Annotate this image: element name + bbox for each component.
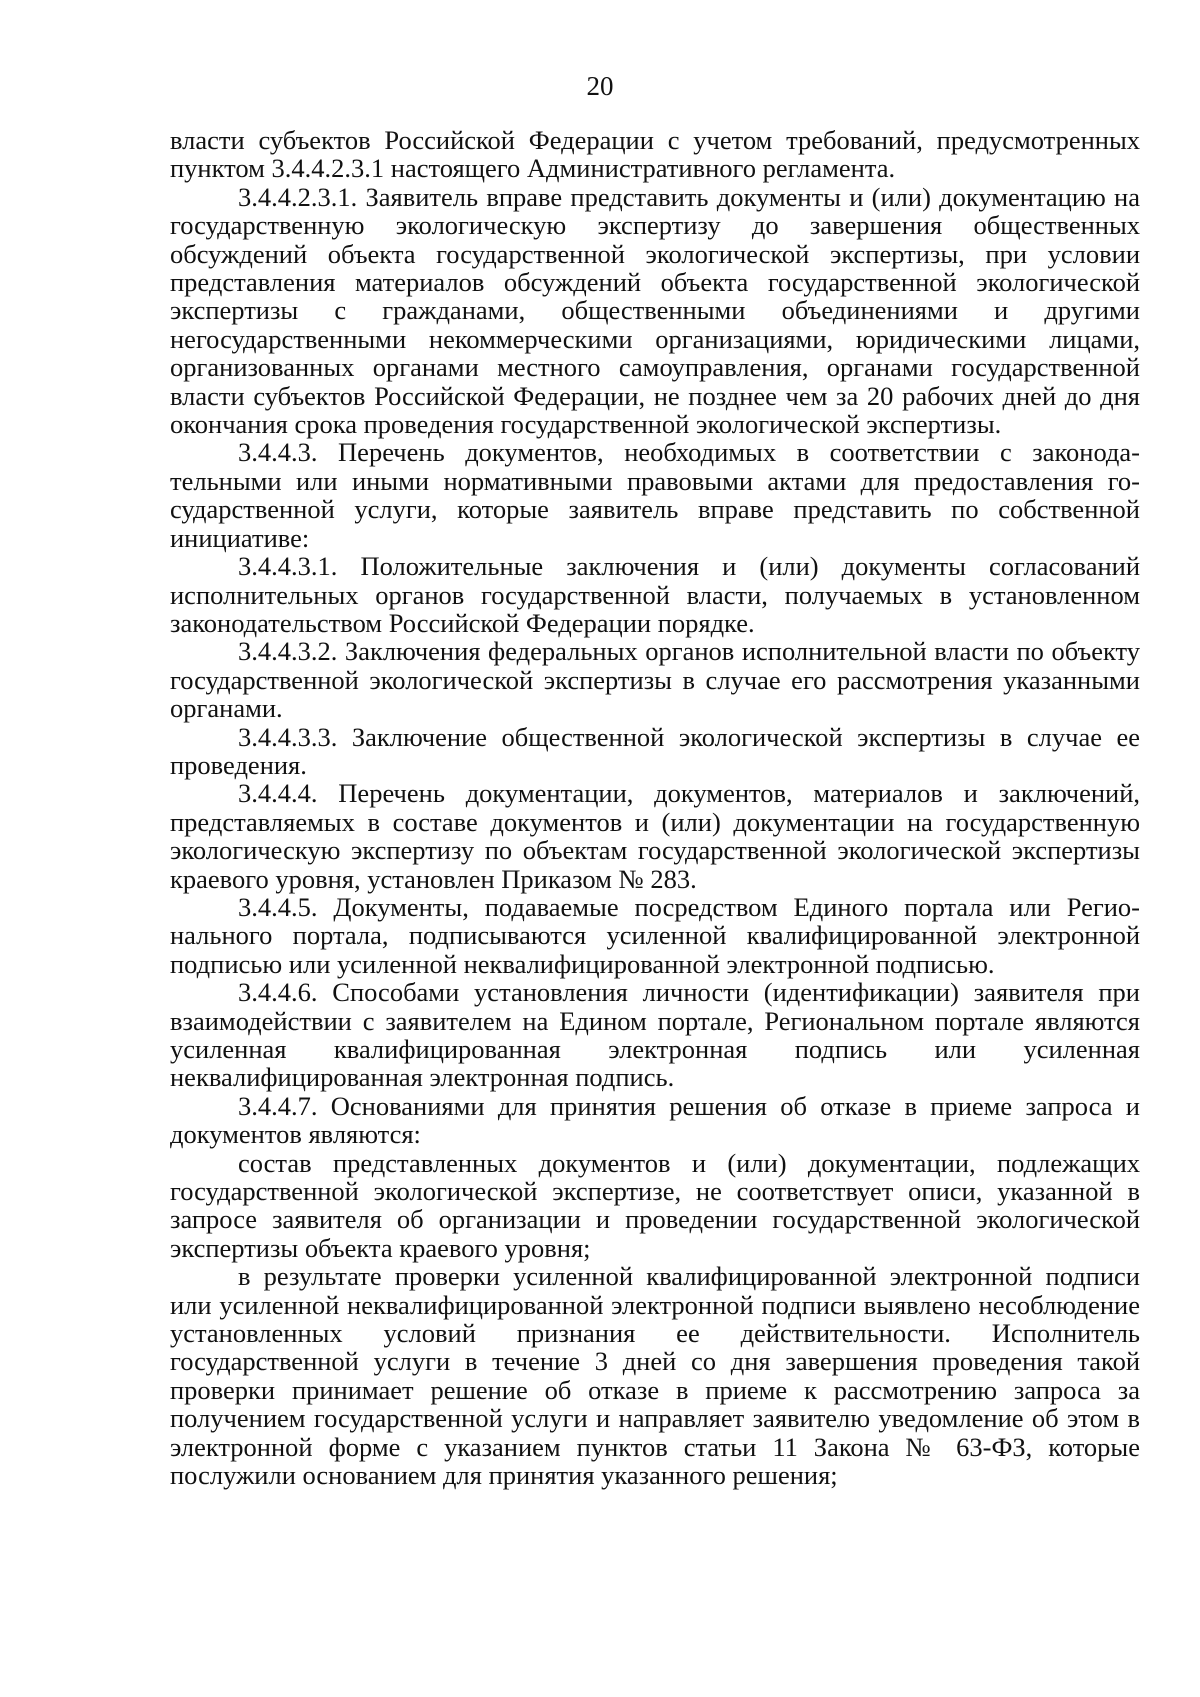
paragraph-3-4-4-3: 3.4.4.3. Перечень документов, необходимых в соответствии с законодательными или иными нормативными правовыми актами для предоставления государственной услуги, которые заявитель вправе представить по собственной инициативе:	[170, 437, 1140, 553]
paragraph-refusal-ground-1: состав представленных документов и (или) документации, подлежащих государственной экологической экспертизе, не соответствует описи, указанной в запросе заявителя об организации и проведении государственной экологической экспертизы объекта краевого уровня;	[170, 1147, 1140, 1263]
document-body	[170, 126, 1140, 1490]
paragraph-3-4-4-3-2: 3.4.4.3.2. Заключения федеральных органов исполнительной власти по объекту государственной экологической экспертизы в случае его рассмотрения указанными органами.	[170, 636, 1140, 724]
paragraph-refusal-ground-2: в результате проверки усиленной квалифицированной электронной подписи или усиленной неквалифицированной электронной подписи выявлено несоблюдение установленных условий признания ее действительности. Исполнитель государственной услуги в течение 3 дней со дня завершения проведения такой проверки принимает решение об отказе в приеме к рассмотрению запроса за получением государственной услуги и направляет заявителю уведомление об этом в электронной форме с указанием пунктов статьи 11 Закона № 63-ФЗ, которые послужили основанием для принятия указанного решения;	[170, 1261, 1140, 1491]
paragraph-3-4-4-6: 3.4.4.6. Способами установления личности (идентификации) заявителя при взаимодействии с заявителем на Едином портале, Региональном портале являются усиленная квалифицированная электронная подпись или усиленная неквалифицированная электронная подпись.	[170, 977, 1140, 1093]
paragraph-3-4-4-3-1: 3.4.4.3.1. Положительные заключения и (или) документы согласований исполнительных органов государственной власти, получаемых в установленном законодательством Российской Федерации порядке.	[170, 551, 1140, 638]
paragraph-3-4-4-5: 3.4.4.5. Документы, подаваемые посредством Единого портала или Регионального портала, подписываются усиленной квалифицированной электронной подписью или усиленной неквалифицированной электронной подписью.	[170, 891, 1140, 979]
page-number: 20	[586, 71, 614, 101]
paragraph-3-4-4-4: 3.4.4.4. Перечень документации, документов, материалов и заключений, представляемых в составе документов и (или) документации на государственную экологическую экспертизу по объектам государственной экологической экспертизы краевого уровня, установлен Приказом № 283.	[170, 778, 1140, 894]
paragraph-continuation: власти субъектов Российской Федерации с учетом требований, предусмотренных пунктом 3.4.4.2.3.1 настоящего Административного регламента.	[170, 125, 1140, 184]
paragraph-3-4-4-2-3-1: 3.4.4.2.3.1. Заявитель вправе представить документы и (или) документацию на государственную экологическую экспертизу до завершения общественных обсуждений объекта государственной экологической экспертизы, при условии представления материалов обсуждений объекта государственной экологической экспертизы с гражданами, общественными объединениями и другими негосударственными некоммерческими организациями, юридическими лицами, организованных органами местного самоуправления, органами государственной власти субъектов Российской Федерации, не позднее чем за 20 рабочих дней до дня окончания срока проведения государственной экологической экспертизы.	[170, 181, 1140, 440]
paragraph-3-4-4-3-3: 3.4.4.3.3. Заключение общественной экологической экспертизы в случае ее проведения.	[170, 721, 1140, 780]
paragraph-3-4-4-7: 3.4.4.7. Основаниями для принятия решения об отказе в приеме запроса и документов являются:	[170, 1090, 1140, 1150]
